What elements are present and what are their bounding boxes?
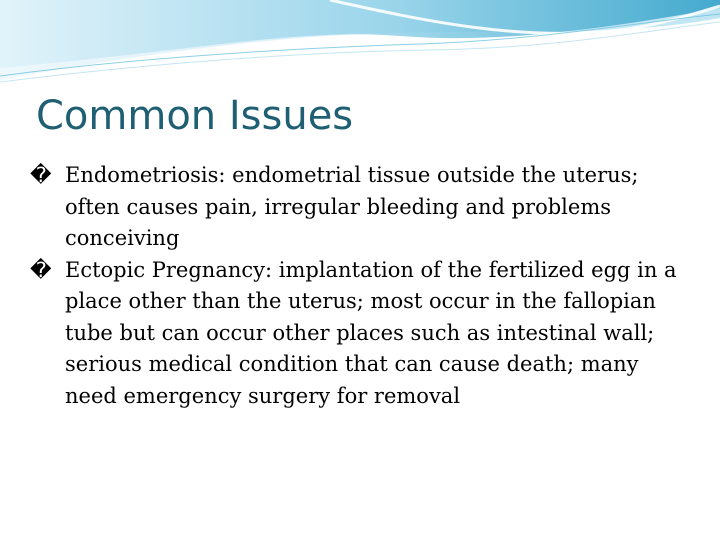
slide-title: Common Issues [36, 93, 354, 139]
bullet-text: Endometriosis: endometrial tissue outside the uterus; often causes pain, irregular bleeding and problems conceiving [65, 163, 639, 250]
bullet-item-endometriosis [30, 160, 690, 255]
header-wave-decoration [0, 0, 720, 90]
bullet-text: Ectopic Pregnancy: implantation of the fertilized egg in a place other than the uterus; most occur in the fallopian tube but can occur other places such as intestinal wall; serious medical condition that can cause death; many need emergency surgery for removal [65, 257, 677, 408]
bullet-list [30, 160, 690, 412]
bullet-marker-icon: � [30, 163, 52, 187]
bullet-marker-icon: � [30, 257, 52, 282]
bullet-item-ectopic-pregnancy [30, 255, 690, 413]
